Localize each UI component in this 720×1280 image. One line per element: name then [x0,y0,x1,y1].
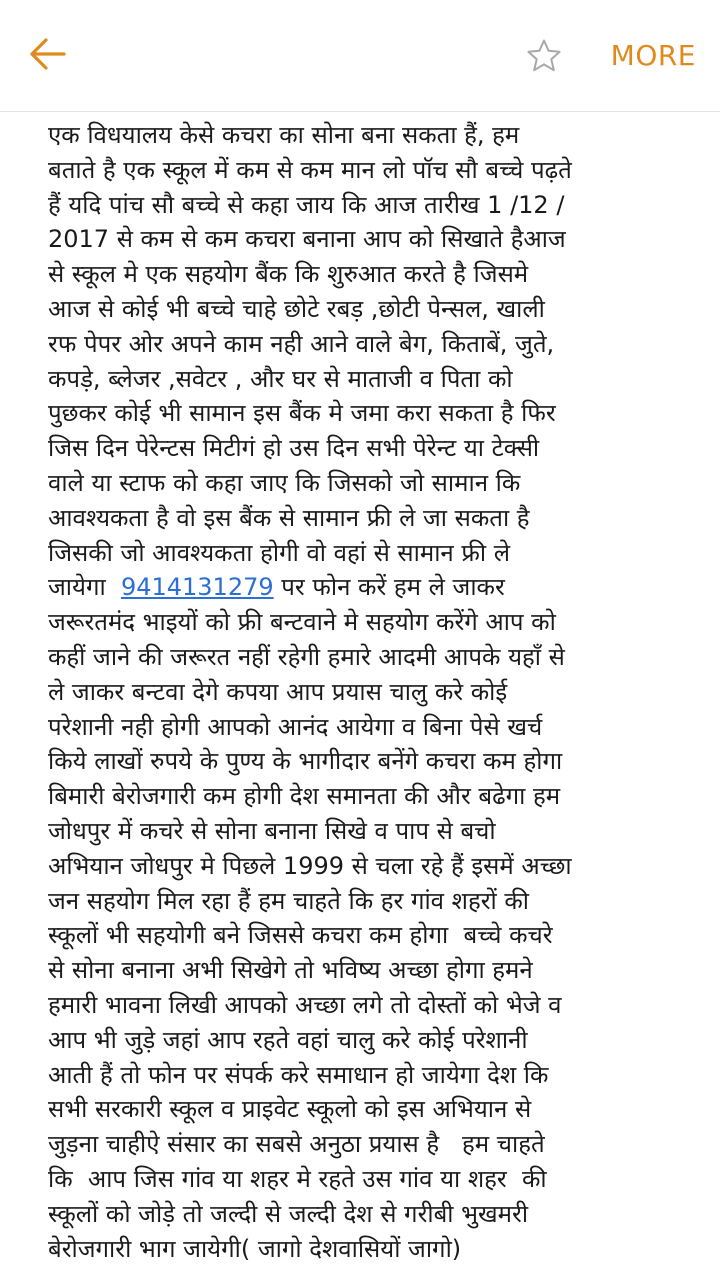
star-outline-icon-path [528,41,559,71]
favorite-button[interactable] [518,32,570,84]
memo-line: परेशानी नही होगी आपको आनंद आयेगा व बिना पेसे खर्च [48,712,543,741]
more-button[interactable]: MORE [610,39,696,72]
memo-line: 2017 से कम से कम कचरा बनाना आप को सिखाते हैआज [48,225,566,254]
memo-line: जुड़ना चाहीऐ संसार का सबसे अनुठा प्रयास है हम चाहते [48,1130,545,1159]
memo-line: जन सहयोग मिल रहा हैं हम चाहते कि हर गांव शहरों की [48,886,530,915]
memo-line: जिसकी जो आवश्यकता होगी वो वहां से सामान फ्री ले [48,538,510,567]
memo-line: स्कूलों भी सहयोगी बने जिससे कचरा कम होगा बच्चे कचरे [48,921,553,950]
memo-line: हैं यदि पांच सौ बच्चे से कहा जाय कि आज तारीख 1 /12 / [48,190,565,219]
memo-text: जायेगा [48,573,121,602]
memo-line: आती हैं तो फोन पर संपर्क करे समाधान हो जायेगा देश कि [48,1060,549,1089]
memo-line [48,570,678,605]
phone-number-link[interactable]: 9414131279 [120,573,274,602]
memo-line: बताते है एक स्कूल में कम से कम मान लो पॉच सौ बच्चे पढ़ते [48,155,572,184]
memo-line: कि आप जिस गांव या शहर मे रहते उस गांव या शहर की [48,1164,547,1193]
memo-content[interactable] [48,118,678,1280]
memo-line: ले जाकर बन्टवा देगे कपया आप प्रयास चालु करे कोई [48,677,508,706]
app-bar [0,0,720,112]
memo-line: स्कूलों को जोड़े तो जल्दी से जल्दी देश से गरीबी भुखमरी [48,1199,529,1228]
memo-line: अभियान जोधपुर मे पिछले 1999 से चला रहे हैं इसमें अच्छा [48,851,572,880]
arrow-left-icon [29,37,67,75]
arrow-left-icon-path [32,40,64,68]
memo-line: कपड़े, ब्लेजर ,सवेटर , और घर से माताजी व पिता को [48,364,513,393]
memo-line: वाले या स्टाफ को कहा जाए कि जिसको जो सामान कि [48,468,521,497]
memo-line: हमारी भावना लिखी आपको अच्छा लगे तो दोस्तों को भेजे व [48,990,562,1019]
memo-line: कहीं जाने की जरूरत नहीं रहेगी हमारे आदमी आपके यहाँ से [48,642,565,671]
memo-line: आप भी जुड़े जहां आप रहते वहां चालु करे कोई परेशानी [48,1025,528,1054]
memo-line: आवश्यकता है वो इस बैंक से सामान फ्री ले जा सकता है [48,503,530,532]
memo-text: पर फोन करें हम ले जाकर [273,573,505,602]
back-button[interactable] [22,32,74,80]
memo-line: एक विधयालय केसे कचरा का सोना बना सकता हैं, हम [48,121,520,149]
memo-line: सभी सरकारी स्कूल व प्राइवेट स्कूलो को इस अभियान से [48,1095,532,1124]
memo-line: से सोना बनाना अभी सिखेगे तो भविष्य अच्छा होगा हमने [48,956,533,985]
memo-line: पुछकर कोई भी सामान इस बैंक मे जमा करा सकता है फिर [48,399,556,428]
memo-line: बेरोजगारी भाग जायेगी( जागो देशवासियों जागो) [48,1234,462,1263]
memo-line: आज से कोई भी बच्चे चाहे छोटे रबड़ ,छोटी पेन्सल, खाली [48,294,545,323]
memo-line: जोधपुर में कचरे से सोना बनाना सिखे व पाप से बचो [48,816,496,845]
memo-line: रफ पेपर ओर अपने काम नही आने वाले बेग, किताबें, जुते, [48,329,555,358]
memo-line: से स्कूल मे एक सहयोग बैंक कि शुरुआत करते है जिसमे [48,260,529,289]
star-outline-icon [526,38,562,78]
memo-line: जरूरतमंद भाइयों को फ्री बन्टवाने मे सहयोग करेंगे आप को [48,608,556,637]
memo-line: जिस दिन पेरेन्टस मिटीगं हो उस दिन सभी पेरेन्ट या टेक्सी [48,434,540,463]
memo-line: बिमारी बेरोजगारी कम होगी देश समानता की और बढेगा हम [48,782,561,811]
memo-line: किये लाखों रुपये के पुण्य के भागीदार बनेंगे कचरा कम होगा [48,747,563,776]
